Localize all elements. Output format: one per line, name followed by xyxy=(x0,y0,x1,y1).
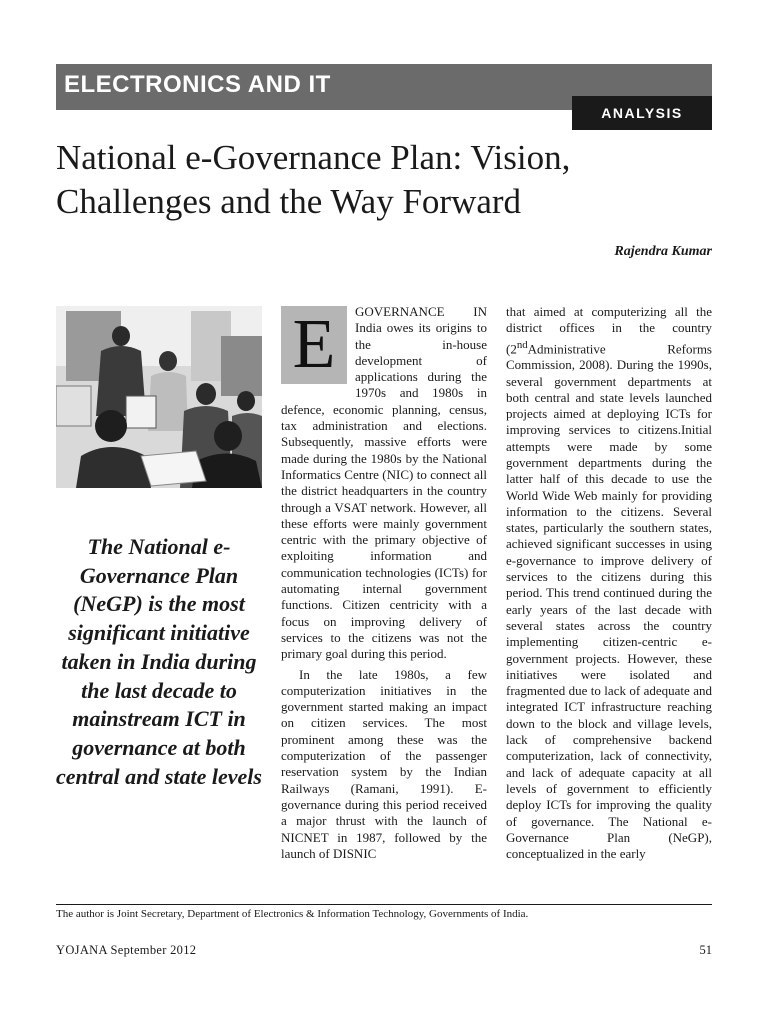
paragraph-3 xyxy=(506,304,712,862)
pull-quote: The National e-Governance Plan (NeGP) is the most significant initiative taken in India during the last decade to mainstream ICT in governance at both central and state levels xyxy=(56,534,262,789)
paragraph-3-text-a: that aimed at computerizing all the district offices in the country (2 xyxy=(506,304,712,356)
section-title: ELECTRONICS AND IT xyxy=(64,71,331,98)
author-name: Rajendra Kumar xyxy=(614,244,712,259)
paragraph-2: In the late 1980s, a few computerization initiatives in the government started making an impact on citizen services. The most prominent among these was the computerization of the passenger reservation system by the Indian Railways (Ramani, 1991). E-governance during this period received a major thrust with the launch of NICNET in 1987, followed by the launch of DISNIC xyxy=(281,666,487,861)
tag-label: ANALYSIS xyxy=(601,105,683,121)
author-footnote: The author is Joint Secretary, Department of Electronics & Information Technology, Governments of India. xyxy=(56,908,529,920)
article-column-2 xyxy=(506,304,712,862)
lead-text: GOVERNANCE IN India owes its origins to the in-house development of applications during the 1970s and 1980s in defence, economic planning, census, tax administration and elections. Subsequently, massive efforts were made during the 1980s by the National Informatics Centre (NIC) to connect all the district headquarters in the country through a VSAT network. However, all these efforts were mainly government centric with the primary objective of exploiting information and communication technologies (ICTs) for automating internal government functions. Citizen centricity with a focus on improving delivery of services to the citizens was not the primary goal during this period. xyxy=(281,304,487,662)
article-column-1 xyxy=(281,304,487,862)
article-title: National e-Governance Plan: Vision, Challenges and the Way Forward xyxy=(56,138,571,221)
article-photo xyxy=(56,306,262,488)
publication-name: YOJANA September 2012 xyxy=(56,943,197,957)
lead-paragraph xyxy=(281,304,487,663)
page-number: 51 xyxy=(699,943,712,957)
paragraph-3-text-b: Administrative Reforms Commission, 2008). During the 1990s, several government departments at both central and state levels launched projects aimed at deploying ICTs for improving services to citizens.Initial attempts were made by some government departments during the latter half of this decade to use the World Wide Web mainly for providing information to the citizens. Several states, particularly the southern states, achieved significant successes in using e-governance to improve delivery of services to the citizens during this period. This trend continued during the early years of the last decade with several states across the country implementing citizen-centric e-government projects. However, these initiatives were isolated and fragmented due to lack of adequate and integrated ICT infrastructure reaching down to the block and village levels, lack of comprehensive backend computerization, lack of connectivity, and lack of adequate capacity at all levels of government to efficiently deploy ICTs for improving the quality of governance. The National e-Governance Plan (NeGP), conceptualized in the early xyxy=(506,340,712,862)
analysis-tag xyxy=(572,96,712,130)
footnote-rule xyxy=(56,904,712,905)
drop-cap: E xyxy=(281,306,347,384)
superscript: nd xyxy=(516,338,528,351)
